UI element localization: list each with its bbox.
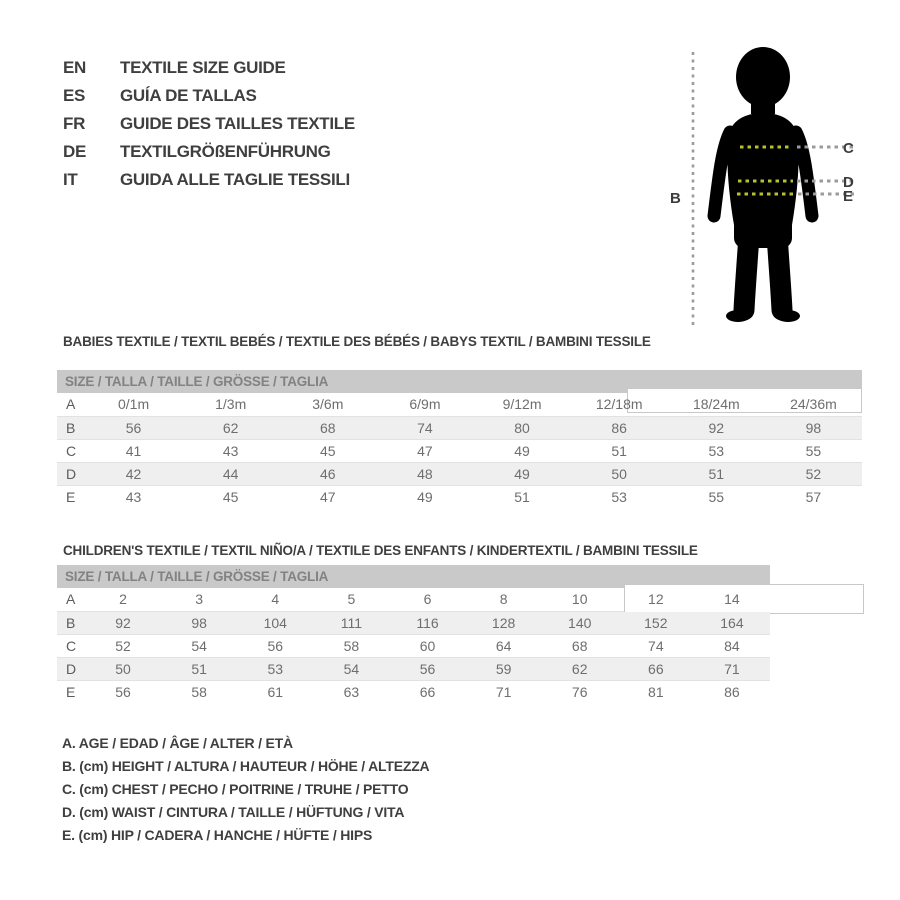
size-value-cell: 45 (222, 488, 239, 505)
language-row-fr (63, 110, 355, 138)
row-label: D (57, 462, 85, 485)
size-value-cell: 86 (724, 683, 740, 700)
size-value-cell: 9/12m (502, 396, 542, 413)
language-row-it (63, 166, 355, 194)
row-label: C (66, 442, 77, 459)
children-section-title: CHILDREN'S TEXTILE / TEXTIL NIÑO/A / TEXTILE DES ENFANTS / KINDERTEXTIL / BAMBINI TESSILE (63, 543, 698, 558)
size-value-cell: 98 (765, 416, 862, 439)
babies-section-title: BABIES TEXTILE / TEXTIL BEBÉS / TEXTILE DES BÉBÉS / BABYS TEXTIL / BAMBINI TESSILE (63, 334, 651, 349)
legend-age: A. AGE / EDAD / ÂGE / ALTER / ETÀ (62, 735, 293, 751)
table-row (57, 439, 862, 462)
size-value-cell: 92 (85, 611, 161, 634)
size-value-cell: 42 (85, 462, 182, 485)
size-value-cell: 63 (343, 683, 360, 700)
size-value-cell: 61 (267, 683, 284, 700)
size-value-cell: 55 (805, 442, 822, 459)
size-value-cell: 56 (267, 637, 284, 654)
size-value-cell: 104 (237, 611, 313, 634)
size-value-cell: 24/36m (790, 396, 837, 413)
waist-label: D (843, 174, 854, 191)
size-value-cell: 3/6m (312, 396, 344, 413)
guide-title: GUIDE DES TAILLES TEXTILE (120, 114, 355, 133)
table-row (57, 657, 770, 680)
size-value-cell: 76 (571, 683, 588, 700)
size-value-cell: 8 (499, 591, 508, 608)
size-value-cell: 12 (648, 591, 664, 608)
size-value-cell: 51 (161, 657, 237, 680)
guide-title: TEXTILE SIZE GUIDE (120, 58, 286, 77)
size-value-cell: 66 (618, 657, 694, 680)
size-value-cell: 53 (237, 657, 313, 680)
size-value-cell: 81 (648, 683, 664, 700)
size-value-cell: 56 (115, 683, 131, 700)
size-value-cell: 50 (571, 462, 668, 485)
size-value-cell: 52 (765, 462, 862, 485)
size-value-cell: 47 (320, 488, 336, 505)
size-value-cell: 4 (271, 591, 280, 608)
size-value-cell: 68 (571, 637, 588, 654)
size-value-cell: 0/1m (118, 396, 150, 413)
table-row (57, 393, 862, 416)
size-value-cell: 18/24m (692, 396, 740, 413)
legend-waist: D. (cm) WAIST / CINTURA / TAILLE / HÜFTUNG / VITA (62, 804, 405, 820)
language-row-es (63, 82, 355, 110)
size-value-cell: 48 (376, 462, 473, 485)
measurement-figure (640, 30, 890, 330)
size-value-cell: 57 (805, 488, 822, 505)
size-value-cell: 51 (514, 488, 530, 505)
row-label: D (57, 657, 85, 680)
row-label: A (66, 591, 76, 608)
language-code: IT (63, 170, 78, 189)
row-label: C (66, 637, 77, 654)
chest-label: C (843, 140, 854, 157)
size-value-cell: 66 (419, 683, 436, 700)
size-value-cell: 152 (618, 611, 694, 634)
size-value-cell: 44 (182, 462, 279, 485)
size-value-cell: 59 (466, 657, 542, 680)
guide-title: GUIDA ALLE TAGLIE TESSILI (120, 170, 350, 189)
size-value-cell: 86 (571, 416, 668, 439)
size-value-cell: 68 (279, 416, 376, 439)
hip-label: E (843, 188, 854, 205)
child-silhouette-icon (640, 30, 890, 330)
language-title-list (63, 54, 355, 194)
size-value-cell: 50 (85, 657, 161, 680)
table-row (57, 634, 770, 657)
table-row (57, 485, 862, 508)
size-value-cell: 54 (191, 637, 207, 654)
table-row (57, 680, 770, 703)
size-value-cell: 3 (195, 591, 204, 608)
size-value-cell: 2 (119, 591, 127, 608)
language-row-de (63, 138, 355, 166)
size-value-cell: 54 (313, 657, 389, 680)
measurement-legend (62, 732, 429, 847)
size-header-band: SIZE / TALLA / TAILLE / GRÖSSE / TAGLIA (57, 370, 862, 393)
table-row (57, 588, 770, 611)
size-value-cell: 53 (708, 442, 725, 459)
size-value-cell: 43 (222, 442, 239, 459)
size-value-cell: 64 (495, 637, 512, 654)
legend-chest: C. (cm) CHEST / PECHO / POITRINE / TRUHE / PETTO (62, 781, 409, 797)
size-value-cell: 49 (417, 488, 433, 505)
size-value-cell: 12/18m (595, 396, 643, 413)
size-value-cell: 6/9m (409, 396, 441, 413)
row-label: A (66, 396, 76, 413)
size-value-cell: 5 (347, 591, 356, 608)
table-row (57, 611, 770, 634)
size-value-cell: 116 (389, 611, 465, 634)
size-value-cell: 60 (419, 637, 436, 654)
size-value-cell: 111 (313, 611, 389, 634)
language-code: DE (63, 142, 87, 161)
size-value-cell: 74 (376, 416, 473, 439)
size-value-cell: 49 (474, 462, 571, 485)
table-row (57, 416, 862, 439)
child-silhouette (714, 47, 812, 322)
row-label: B (57, 611, 85, 634)
size-value-cell: 45 (320, 442, 336, 459)
guide-title: TEXTILGRÖßENFÜHRUNG (120, 142, 331, 161)
size-value-cell: 62 (182, 416, 279, 439)
size-value-cell: 43 (125, 488, 142, 505)
size-value-cell: 92 (668, 416, 765, 439)
guide-title: GUÍA DE TALLAS (120, 86, 257, 105)
size-value-cell: 56 (85, 416, 182, 439)
size-value-cell: 10 (571, 591, 588, 608)
size-value-cell: 98 (161, 611, 237, 634)
size-value-cell: 49 (514, 442, 530, 459)
table-row (57, 462, 862, 485)
legend-height: B. (cm) HEIGHT / ALTURA / HAUTEUR / HÖHE / ALTEZZA (62, 758, 430, 774)
size-value-cell: 128 (466, 611, 542, 634)
size-value-cell: 62 (542, 657, 618, 680)
size-value-cell: 6 (423, 591, 432, 608)
size-value-cell: 140 (542, 611, 618, 634)
size-value-cell: 53 (611, 488, 627, 505)
size-value-cell: 55 (708, 488, 725, 505)
size-value-cell: 1/3m (215, 396, 247, 413)
size-value-cell: 41 (125, 442, 142, 459)
row-label: E (66, 683, 76, 700)
size-value-cell: 58 (343, 637, 360, 654)
size-value-cell: 58 (191, 683, 207, 700)
language-code: ES (63, 86, 86, 105)
size-value-cell: 46 (279, 462, 376, 485)
size-value-cell: 164 (694, 611, 770, 634)
size-value-cell: 51 (668, 462, 765, 485)
size-value-cell: 52 (115, 637, 131, 654)
size-value-cell: 71 (495, 683, 512, 700)
language-code: FR (63, 114, 86, 133)
size-value-cell: 80 (474, 416, 571, 439)
size-header-band: SIZE / TALLA / TAILLE / GRÖSSE / TAGLIA (57, 565, 770, 588)
size-value-cell: 74 (648, 637, 664, 654)
size-value-cell: 14 (724, 591, 740, 608)
height-label: B (670, 190, 681, 207)
size-value-cell: 51 (611, 442, 627, 459)
size-value-cell: 47 (417, 442, 433, 459)
size-value-cell: 84 (724, 637, 740, 654)
size-value-cell: 71 (694, 657, 770, 680)
row-label: E (66, 488, 76, 505)
legend-hip: E. (cm) HIP / CADERA / HANCHE / HÜFTE / HIPS (62, 827, 373, 843)
language-code: EN (63, 58, 87, 77)
language-row-en (63, 54, 355, 82)
size-value-cell: 56 (389, 657, 465, 680)
row-label: B (57, 416, 85, 439)
